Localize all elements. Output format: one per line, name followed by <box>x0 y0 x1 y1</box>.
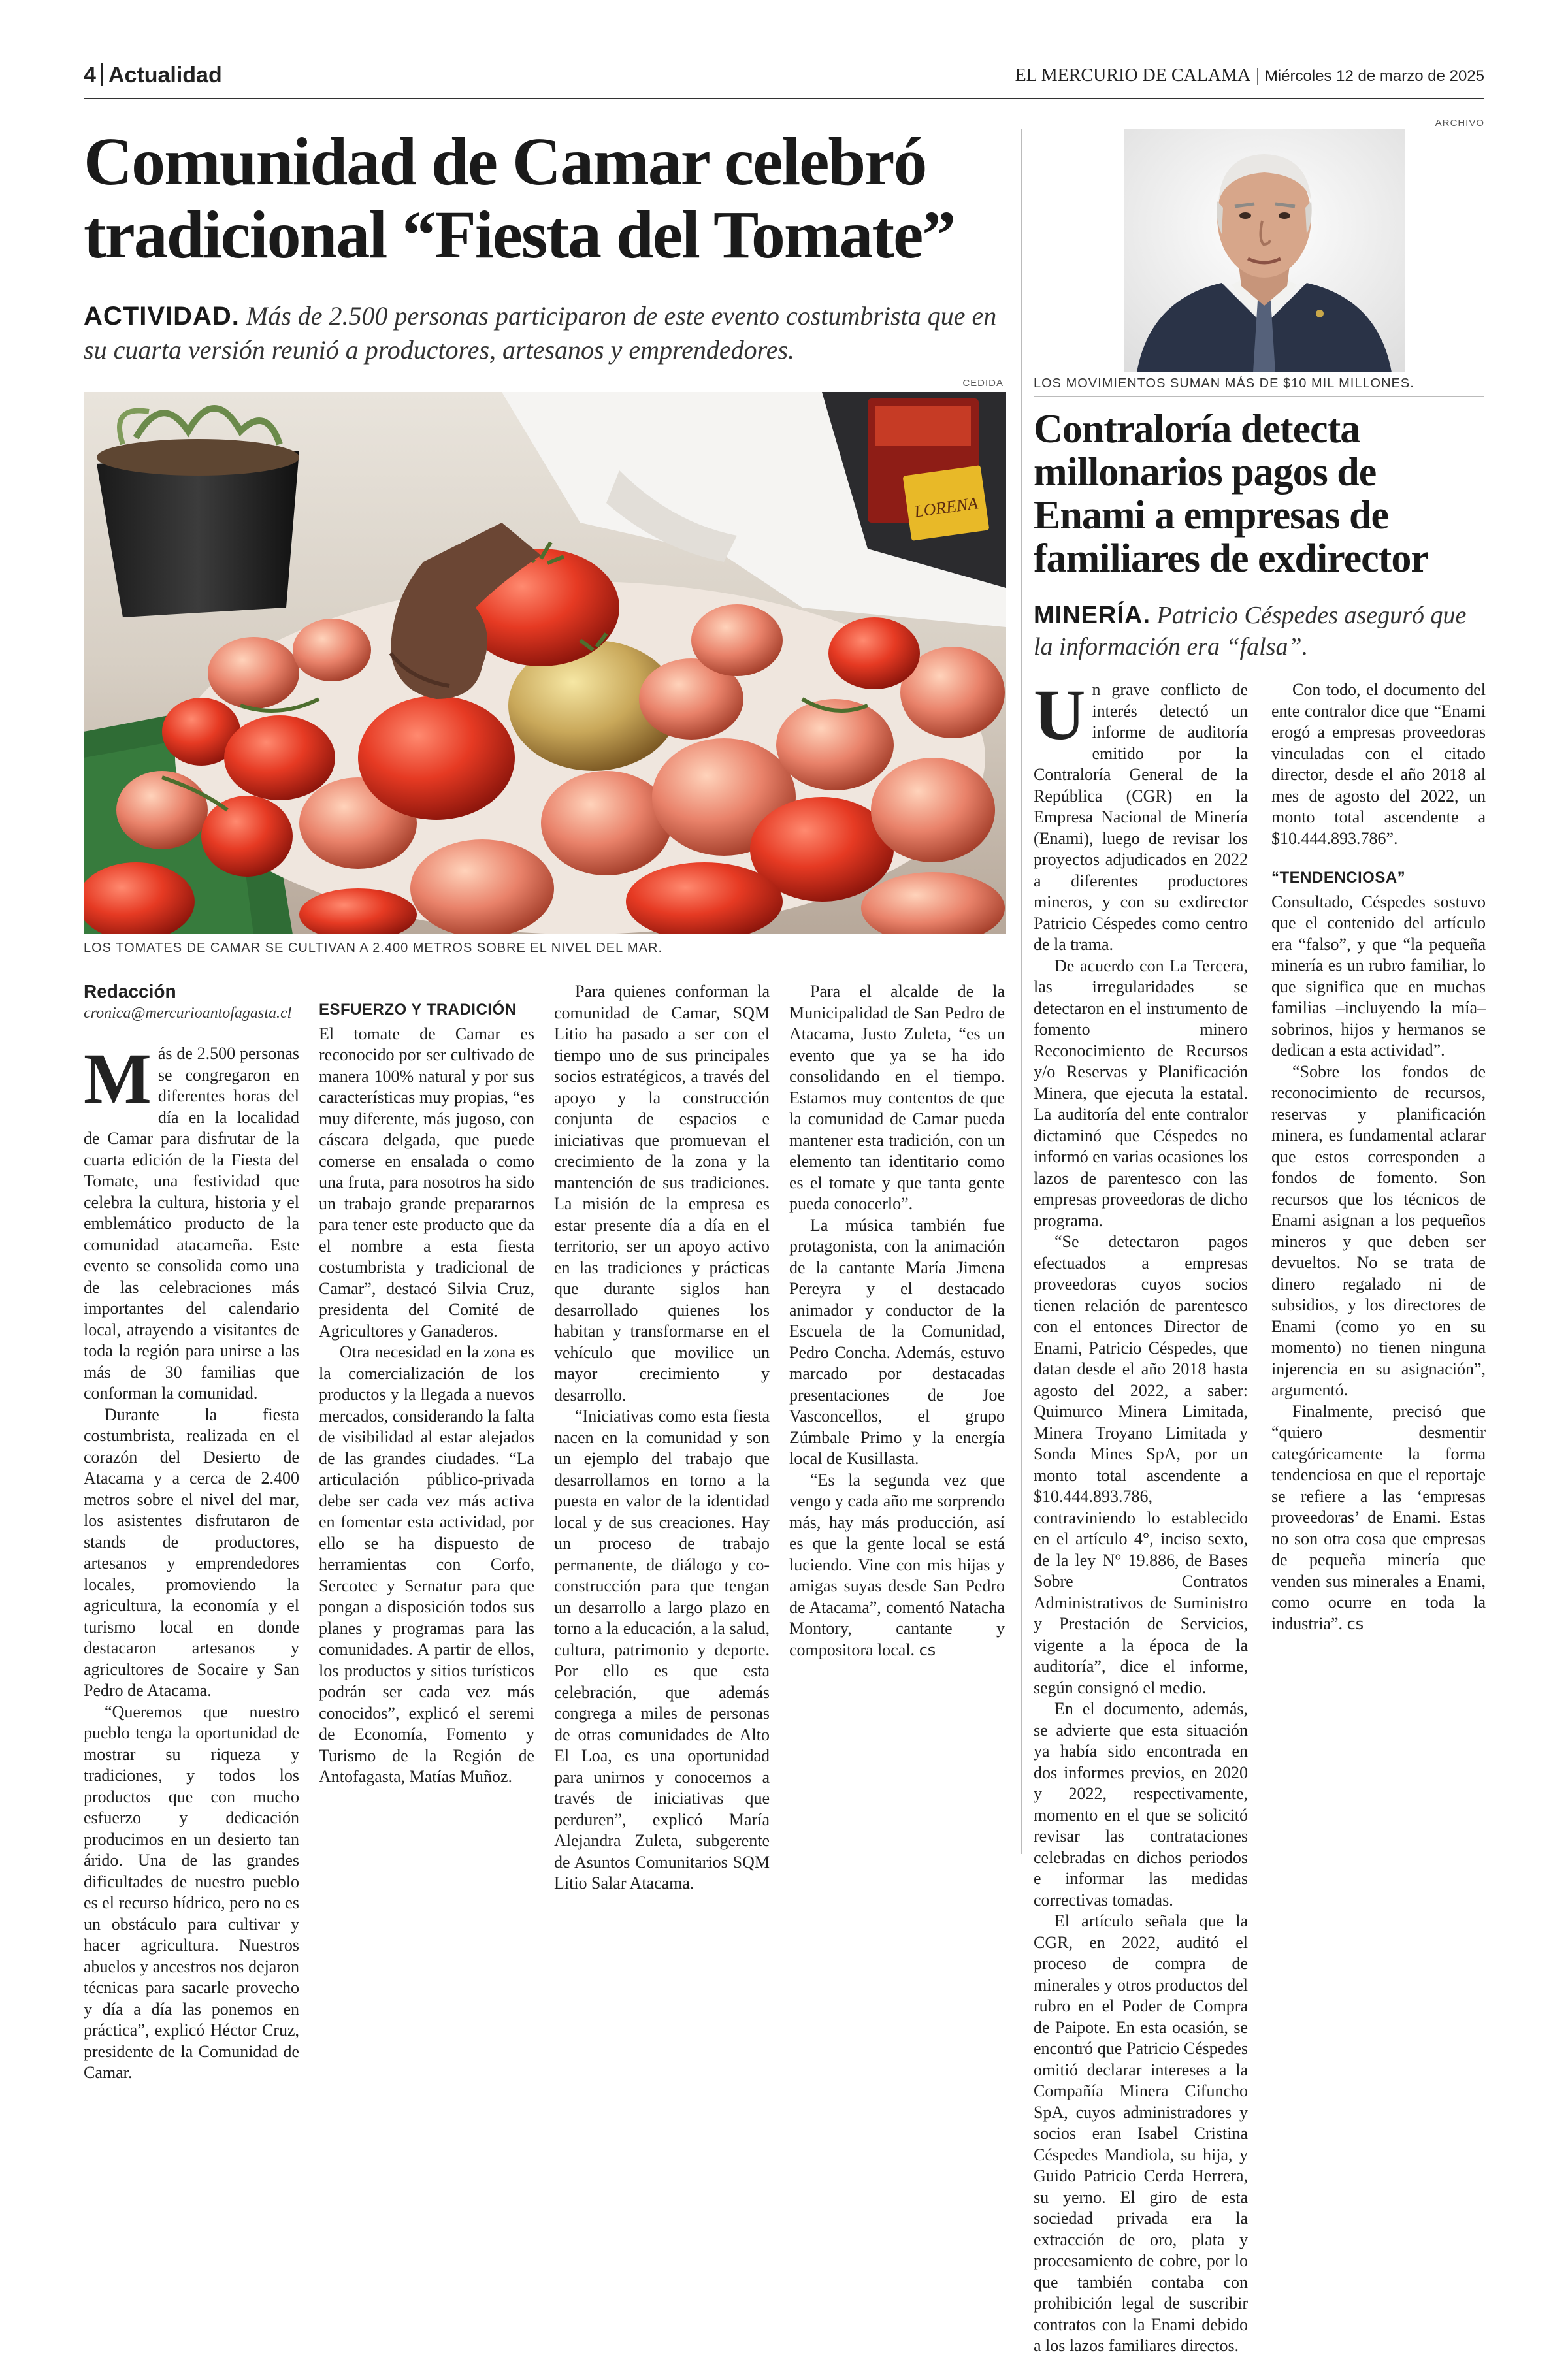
enami-paragraph-6: Con todo, el documento del ente contralor dice que “Enami erogó a empresas proveedoras vinculadas con el citado director, desde el año 2018 al mes de agosto del 2022, un monto total ascendente a $10.444.893.786”. <box>1271 680 1486 848</box>
dateline-separator: | <box>1256 65 1260 86</box>
enami-p9-text: Finalmente, precisó que “quiero desmentir categóricamente la forma tendenciosa en que el reportaje se refiere a las ‘empresas proveedoras’ de Enami. Estas no son otra cosa que empresas de pequeña minería que venden sus minerales a Enami, como ocurre en toda la industria”. <box>1271 1401 1486 1633</box>
enami-paragraph-4: En el documento, además, se advierte que esta situación ya había sido encontrada en dos informes previos, en 2020 y 2022, respectivamente, momento en el que se solicitó revisar las contrataciones celebradas en dichos periodos e informar las medidas correctivas tomadas. <box>1034 1699 1248 1910</box>
deck-text-right: Patricio Céspedes aseguró que la información era “falsa”. <box>1034 602 1467 660</box>
enami-column-1 <box>1034 675 1248 2357</box>
newspaper-dateline <box>1015 65 1484 86</box>
photo-credit-archivo: ARCHIVO <box>1435 118 1484 129</box>
camar-paragraph-1 <box>84 1039 299 1405</box>
camar-paragraph-4: El tomate de Camar es reconocido por ser cultivado de manera 100% natural y por sus características muy propias, “es muy diferente, más jugoso, con cáscara delgada, que puede comerse en ensalada o como una fruta, para nosotros ha sido un trabajo grande prepararnos para tener este producto que da el nombre a esta fiesta costumbrista y tradicional de Camar”, destacó Silvia Cruz, presidenta del Comité de Agricultores y Ganaderos. <box>319 1024 534 1341</box>
enami-paragraph-8: “Sobre los fondos de reconocimiento de recursos, reservas y planificación minera, es fundamental aclarar que estos corresponden a fondos de fomento. Son recursos que los técnicos de Enami asignan a los pequeños mineros y que deben ser devueltos. No se trata de dinero regalado ni de subsidios, y los directores de Enami (como yo en su momento) no tienen ninguna injerencia en su asignación”, argumentó. <box>1271 1062 1486 1399</box>
end-mark-icon-right: cs <box>1347 1614 1364 1633</box>
kicker-actividad: ACTIVIDAD. <box>84 302 240 331</box>
subhead-tendenciosa: “TENDENCIOSA” <box>1271 869 1406 886</box>
dropcap-m: M <box>84 1039 152 1118</box>
enami-paragraph-7: Consultado, Céspedes sostuvo que el contenido del artículo era “falso”, y que “la pequeña minería es un rubro familiar, lo que significa que en muchas familias –incluyendo la mía– sobrinos, hijos y hermanos se dedican a esta actividad”. <box>1271 892 1486 1060</box>
story-divider <box>1021 129 1022 1854</box>
header-rule <box>84 98 1484 99</box>
photo-credit-cedida: CEDIDA <box>962 378 1004 389</box>
header-divider <box>101 63 103 86</box>
newspaper-name: EL MERCURIO DE CALAMA <box>1015 65 1251 86</box>
camar-paragraph-2: Durante la fiesta costumbrista, realizada en el corazón del Desierto de Atacama y a cerca de 2.400 metros sobre el nivel del mar, los asistentes disfrutaron de stands de productores, artesanos y emprendedores locales, promoviendo la agricultura, la economía y el turismo local en donde destacaron artesanos y agricultores de Socaire y San Pedro de Atacama. <box>84 1405 299 1700</box>
photo-label-text: LORENA <box>913 493 979 521</box>
portrait-caption-rule <box>1034 396 1484 397</box>
byline-email: cronica@mercurioantofagasta.cl <box>84 1004 292 1022</box>
camar-paragraph-6: Para quienes conforman la comunidad de Camar, SQM Litio ha pasado a ser con el tiempo uno de sus principales socios estratégicos, a través del apoyo y la construcción conjunta de espacios e iniciativas que promuevan el crecimiento de la zona y la mantención de sus tradiciones. La misión de la empresa es estar presente día a día en el territorio, ser un apoyo activo en las tradiciones y prácticas que durante siglos han desarrollado quienes los habitan y transformarse en el vehículo que movilice un mayor crecimiento y desarrollo. <box>554 982 770 1405</box>
headline-camar: Comunidad de Camar celebró tradicional “Fiesta del Tomate” <box>84 124 955 272</box>
deck-camar <box>84 299 1011 367</box>
photo-caption-tomatoes: LOS TOMATES DE CAMAR SE CULTIVAN A 2.400 METROS SOBRE EL NIVEL DEL MAR. <box>84 941 663 955</box>
issue-date: Miércoles 12 de marzo de 2025 <box>1264 67 1484 85</box>
camar-paragraph-3: “Queremos que nuestro pueblo tenga la oportunidad de mostrar su riqueza y tradiciones, y todos los productos que con mucho esfuerzo y dedicación producimos en un desierto tan árido. Una de las grandes dificultades de nuestro pueblo es el recurso hídrico, pero no es un obstáculo para cultivar y hacer agricultura. Nuestros abuelos y ancestros nos dejaron técnicas para sacarle provecho y día a día las ponemos en práctica”, explicó Héctor Cruz, presidente de la Comunidad de Camar. <box>84 1702 299 2082</box>
deck-text: Más de 2.500 personas participaron de este evento costumbrista que en su cuarta versión reunió a productores, artesanos y emprendedores. <box>84 301 997 365</box>
kicker-mineria: MINERÍA. <box>1034 602 1151 629</box>
camar-paragraph-7: “Iniciativas como esta fiesta nacen en la comunidad y son un ejemplo del trabajo que desarrollamos en torno a la puesta en valor de la identidad local y de sus creaciones. Hay un proceso de trabajo permanente, de diálogo y co-construcción para que tengan un desarrollo a largo plazo en torno a la educación, a la salud, cultura, patrimonio y deporte. Por ello es que esta celebración, que además congrega a miles de personas de otras comunidades de Alto El Loa, es una oportunidad para unirnos y conocernos a través de iniciativas que perduren”, explicó María Alejandra Zuleta, subgerente de Asuntos Comunitarios SQM Litio Salar Atacama. <box>554 1406 770 1893</box>
tomato-photo <box>84 392 1006 934</box>
end-mark-icon: cs <box>919 1640 936 1659</box>
camar-paragraph-8: Para el alcalde de la Municipalidad de San Pedro de Atacama, Justo Zuleta, “es un evento que ya se ha ido consolidando en el tiempo. Estamos muy contentos de que la comunidad de Camar pueda mantener esta tradición, con un elemento tan identitario como es el tomate y que tanta gente pueda conocerlo”. <box>789 982 1005 1213</box>
camar-p10-text: “Es la segunda vez que vengo y cada año me sorprendo más, hay más producción, así es que la gente local se está luciendo. Vine con mis hijas y amigas suyas desde San Pedro de Atacama”, comentó Natacha Montory, cantante y compositora local. <box>789 1470 1005 1659</box>
deck-contraloria <box>1034 600 1484 662</box>
page-section-header <box>84 63 222 88</box>
enami-paragraph-9 <box>1271 1401 1486 1635</box>
enami-paragraph-2: De acuerdo con La Tercera, las irregularidades se detectaron en el instrumento de fomento minero Reconocimiento de Recursos y/o Reservas y Planificación Minera, que ejecuta la estatal. La auditoría del ente contralor dictaminó que Céspedes no informó en varias ocasiones los lazos de parentesco con las empresas proveedoras de dicho programa. <box>1034 956 1248 1230</box>
enami-paragraph-1 <box>1034 675 1248 956</box>
camar-column-3 <box>554 981 770 1894</box>
enami-p1-text: n grave conflicto de interés detectó un informe de auditoría emitido por la Contraloría General de la República (CGR) en la Empresa Nacional de Minería (Enami), luego de revisar los proyectos adjudicados en 2022 a diferentes productores mineros, y con su exdirector Patricio Céspedes como centro de la trama. <box>1034 680 1248 954</box>
photo-caption-portrait: LOS MOVIMIENTOS SUMAN MÁS DE $10 MIL MILLONES. <box>1034 376 1414 391</box>
enami-column-2 <box>1271 679 1486 1634</box>
page-number: 4 <box>84 63 96 88</box>
camar-paragraph-9: La música también fue protagonista, con la animación de la cantante María Jimena Pereyra y el destacado animador y conductor de la Escuela de la Comunidad, Pedro Concha. Además, estuvo marcado por destacadas presentaciones de Joe Vasconcellos, el grupo Zúmbale Primo y la energía local de Kusillasta. <box>789 1215 1005 1468</box>
camar-column-1 <box>84 981 299 2084</box>
camar-column-4 <box>789 981 1005 1661</box>
subhead-esfuerzo: ESFUERZO Y TRADICIÓN <box>319 1001 517 1018</box>
enami-paragraph-5: El artículo señala que la CGR, en 2022, auditó el proceso de compra de minerales y otros productos del rubro en el Poder de Compra de Paipote. En esta ocasión, se encontró que Patricio Céspedes omitió declarar intereses a la Compañía Minera Cifuncho SpA, cuyos administradores y socios eran Isabel Cristina Céspedes Mandiola, su hija, y Guido Patricio Cerda Herrera, su yerno. El giro de esta sociedad privada era la extracción de oro, plata y procesamiento de cobre, por lo que también contaba con prohibición legal de suscribir contratos con la Enami debido a los lazos familiares directos. <box>1034 1911 1248 2355</box>
byline: Redacción <box>84 981 176 1001</box>
camar-paragraph-5: Otra necesidad en la zona es la comercialización de los productos y la llegada a nuevos mercados, considerando la falta de visibilidad al estar alejados de las grandes ciudades. “La articulación público-privada debe ser cada vez más activa en fomentar esta actividad, por ello se ha dispuesto de herramientas con Corfo, Sercotec y Sernatur para que pongan a disposición todos sus planes y programas para las comunidades. A partir de ellos, los productos y sitios turísticos podrán ser cada vez más conocidos”, explicó el seremi de Economía, Fomento y Turismo de la Región de Antofagasta, Matías Muñoz. <box>319 1342 534 1786</box>
camar-paragraph-10 <box>789 1470 1005 1661</box>
section-name: Actualidad <box>108 63 222 88</box>
headline-contraloria: Contraloría detecta millonarios pagos de Enami a empresas de familiares de exdirector <box>1034 407 1428 581</box>
dropcap-u: U <box>1034 675 1086 755</box>
camar-column-2 <box>319 981 534 1788</box>
portrait-photo <box>1124 129 1405 372</box>
enami-paragraph-3: “Se detectaron pagos efectuados a empresas proveedoras cuyos socios tienen relación de parentesco con el entonces Director de Enami, Patricio Céspedes, que datan desde el año 2018 hasta agosto del 2022, a saber: Quimurco Minera Limitada, Minera Troyano Limitada y Sonda Mines SpA, por un monto total ascendente a $10.444.893.786, contraviniendo lo establecido en el artículo 4°, inciso sexto, de la ley N° 19.886, de Bases Sobre Contratos Administrativos de Suministro y Prestación de Servicios, vigente a la época de la auditoría”, dice el informe, según consignó el medio. <box>1034 1232 1248 1697</box>
camar-p1-text: ás de 2.500 personas se congregaron en diferentes horas del día en la localidad de Camar para disfrutar de la cuarta edición de la Fiesta del Tomate, una festividad que celebra la cultura, historia y el emblemático producto de la comunidad atacameña. Este evento se consolida como una de las celebraciones más importantes del calendario local, atrayendo a visitantes de toda la región para unirse a las más de 30 familias que conforman la comunidad. <box>84 1044 299 1403</box>
